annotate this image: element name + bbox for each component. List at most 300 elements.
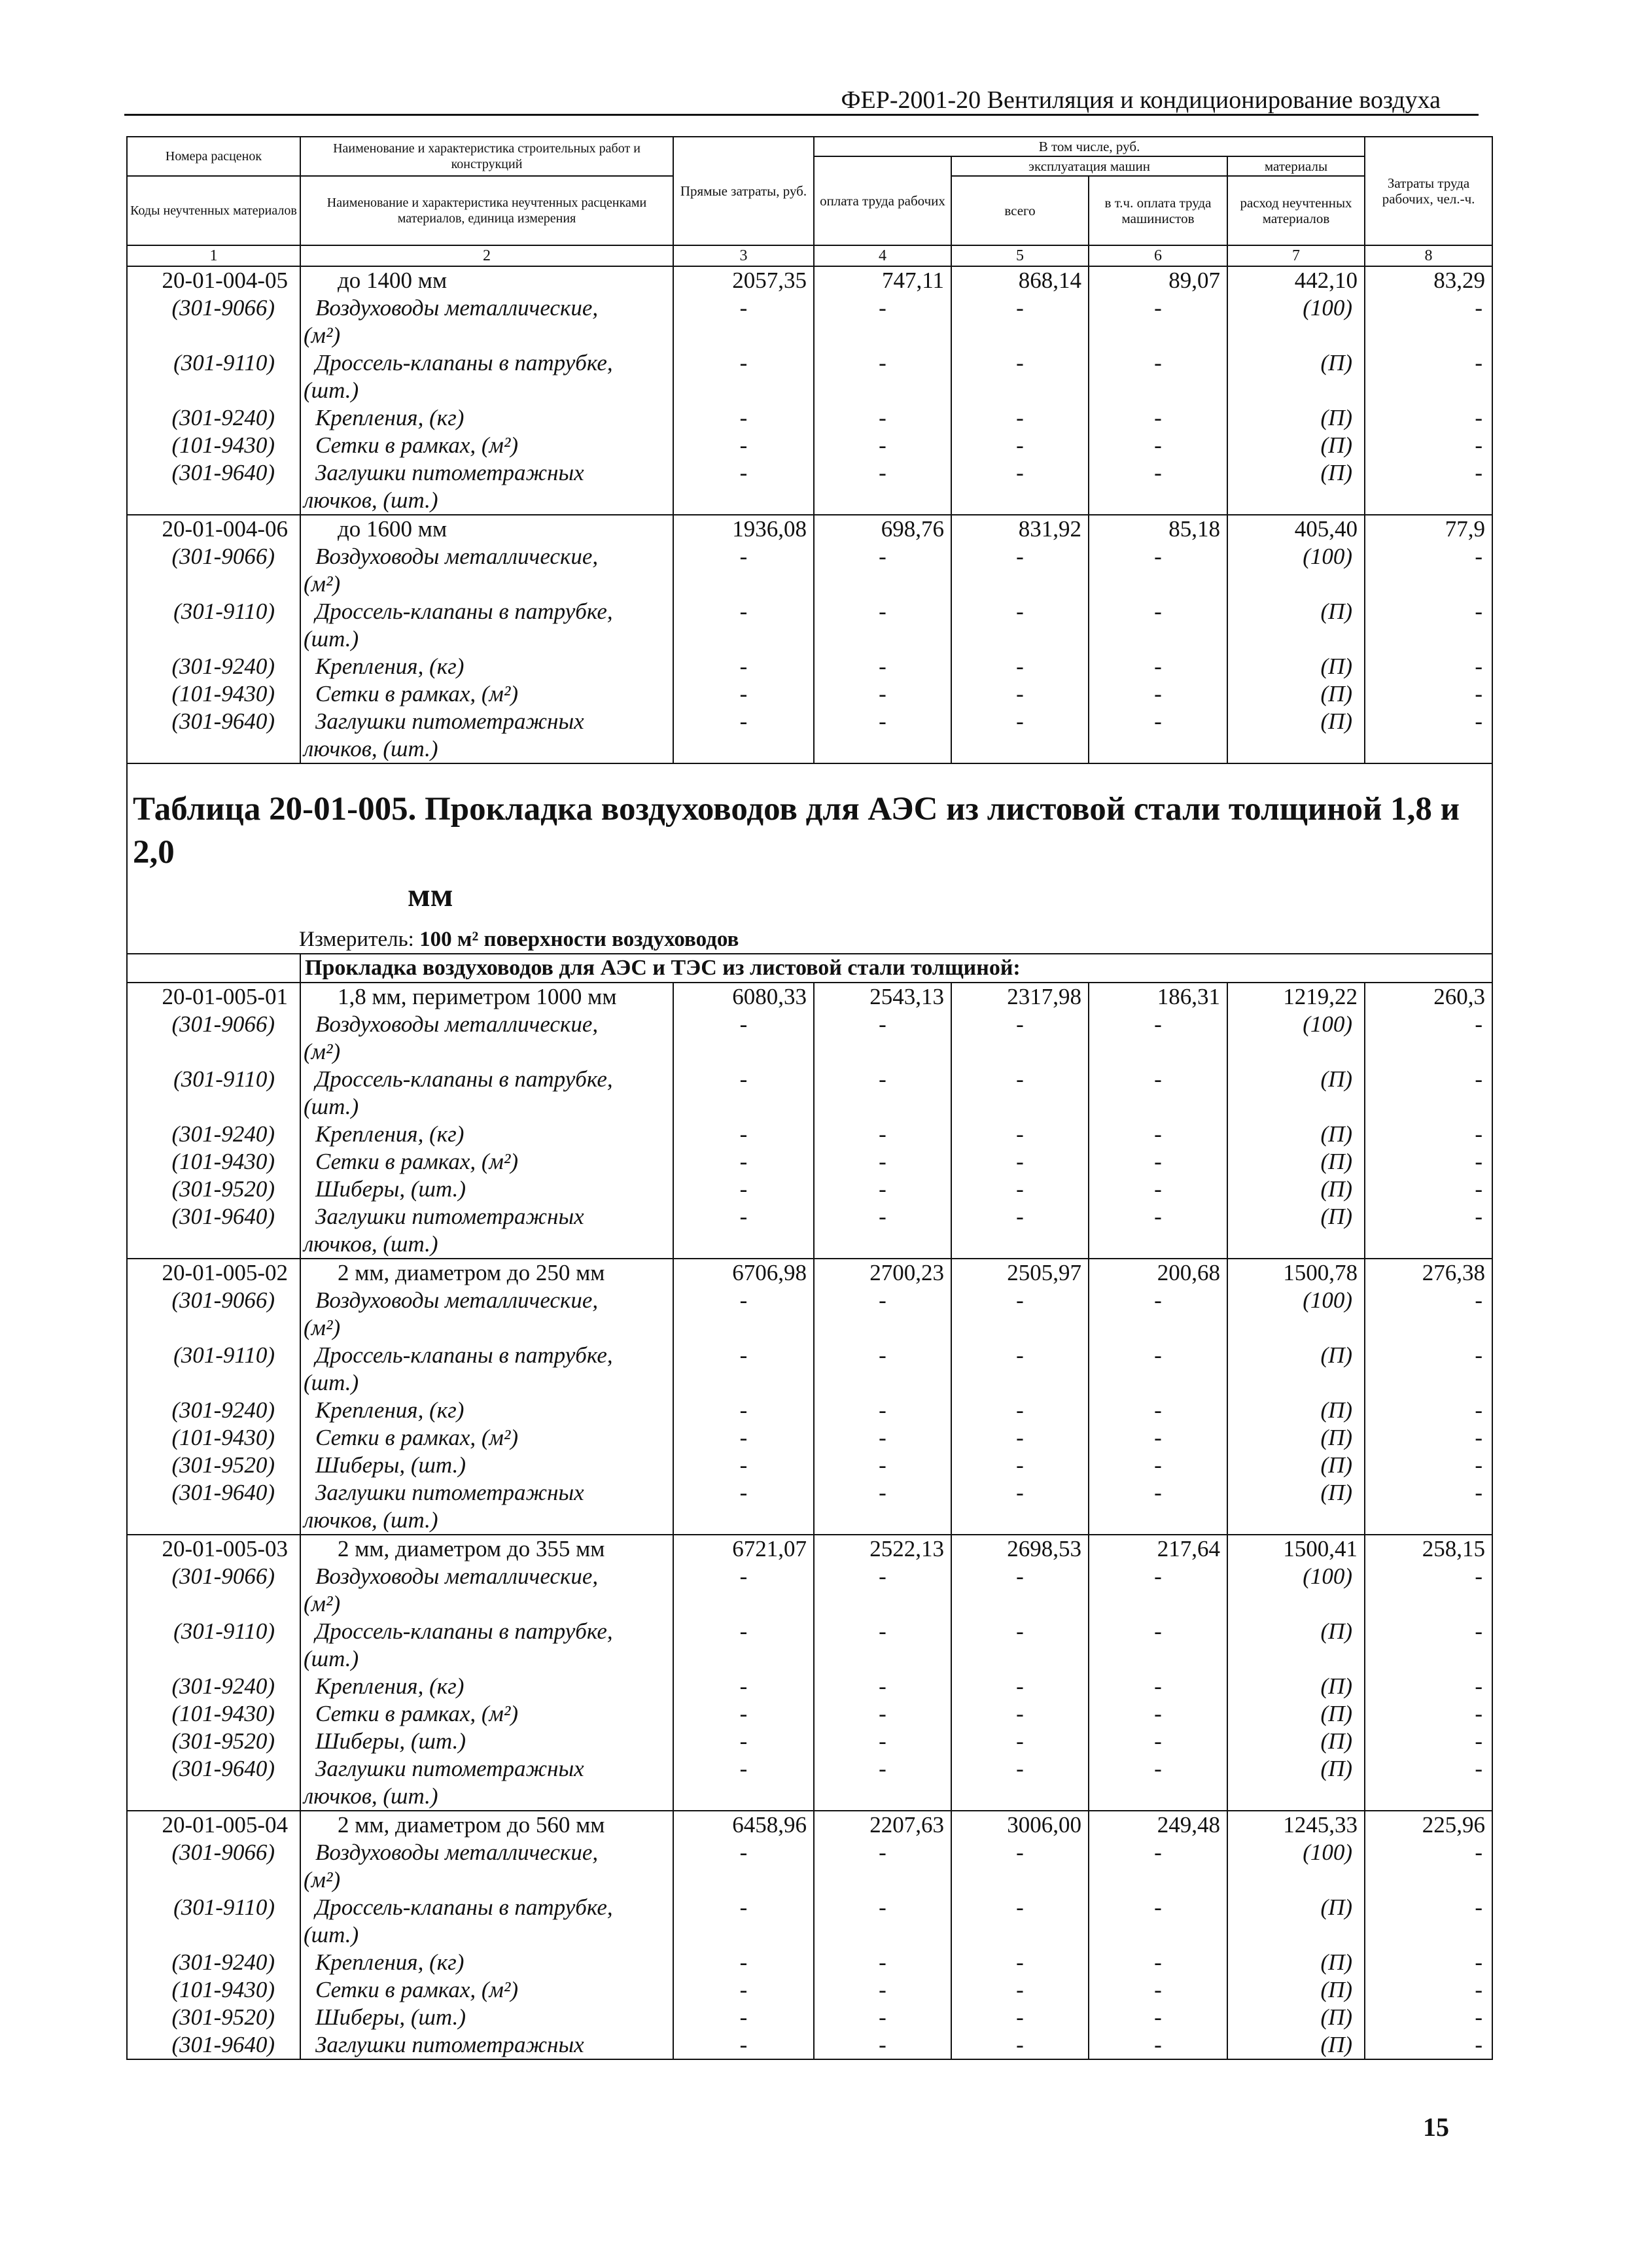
materials-cost: 1219,22 — [1227, 983, 1365, 1011]
dash: - — [1089, 653, 1227, 680]
dash: - — [1365, 2031, 1492, 2059]
dash: - — [951, 1203, 1089, 1230]
col-num: 8 — [1365, 245, 1492, 266]
col-num: 1 — [127, 245, 300, 266]
col-machines-total: всего — [951, 176, 1089, 245]
material-row-cont — [127, 1093, 1492, 1121]
material-name: Сетки в рамках, (м²) — [300, 1700, 673, 1728]
material-name: Дроссель-клапаны в патрубке, — [300, 598, 673, 625]
col-labor: Затраты труда рабочих, чел.-ч. — [1365, 137, 1492, 245]
dash: - — [673, 598, 814, 625]
material-code: (101-9430) — [127, 1424, 300, 1452]
machinists-pay: 186,31 — [1089, 983, 1227, 1011]
dash: - — [814, 680, 951, 708]
machines-total: 3006,00 — [951, 1811, 1089, 1839]
material-row — [127, 1066, 1492, 1093]
material-name: Шиберы, (шт.) — [300, 2004, 673, 2031]
material-name: Крепления, (кг) — [300, 1121, 673, 1148]
material-qty: (П) — [1227, 1673, 1365, 1700]
dash: - — [814, 1342, 951, 1369]
page-header — [124, 77, 1479, 116]
material-row — [127, 680, 1492, 708]
table-row — [127, 1811, 1492, 1839]
material-name: Крепления, (кг) — [300, 653, 673, 680]
section-title: Прокладка воздуховодов для АЭС и ТЭС из листовой стали толщиной: — [300, 954, 1492, 983]
dash: - — [814, 653, 951, 680]
col-num: 3 — [673, 245, 814, 266]
dash: - — [673, 1839, 814, 1866]
materials-cost: 1500,41 — [1227, 1535, 1365, 1563]
dash: - — [1365, 708, 1492, 735]
material-row — [127, 432, 1492, 459]
dash: - — [951, 2031, 1089, 2059]
dash: - — [673, 1700, 814, 1728]
table-title-line2: мм — [408, 877, 453, 914]
dash: - — [673, 1287, 814, 1314]
dash: - — [814, 1452, 951, 1479]
dash: - — [1365, 2004, 1492, 2031]
material-name: Заглушки питометражных — [300, 2031, 673, 2059]
direct-cost: 1936,08 — [673, 515, 814, 543]
dash: - — [673, 459, 814, 487]
labor-pay: 2522,13 — [814, 1535, 951, 1563]
material-qty: (П) — [1227, 1397, 1365, 1424]
labor-hours: 77,9 — [1365, 515, 1492, 543]
dash: - — [1365, 1728, 1492, 1755]
table-row — [127, 515, 1492, 543]
material-code: (301-9066) — [127, 1563, 300, 1590]
material-code: (301-9240) — [127, 1949, 300, 1976]
table-title — [128, 764, 1492, 920]
dash: - — [1089, 349, 1227, 377]
dash: - — [951, 1618, 1089, 1645]
material-row — [127, 1011, 1492, 1038]
dash: - — [814, 1121, 951, 1148]
material-qty: (П) — [1227, 404, 1365, 432]
material-code: (301-9066) — [127, 1839, 300, 1866]
material-name-cont: лючков, (шт.) — [300, 487, 673, 515]
material-row-cont — [127, 322, 1492, 349]
material-qty: (П) — [1227, 2004, 1365, 2031]
material-qty: (П) — [1227, 459, 1365, 487]
material-code: (301-9240) — [127, 1673, 300, 1700]
material-name-cont: (м²) — [300, 1590, 673, 1618]
material-name: Сетки в рамках, (м²) — [300, 1424, 673, 1452]
dash: - — [1089, 1673, 1227, 1700]
dash: - — [1365, 1011, 1492, 1038]
col-direct: Прямые затраты, руб. — [673, 137, 814, 245]
page-header-title: ФЕР-2001-20 Вентиляция и кондиционирование воздуха — [841, 86, 1441, 114]
material-qty: (100) — [1227, 1011, 1365, 1038]
material-name: Сетки в рамках, (м²) — [300, 1976, 673, 2004]
dash: - — [1089, 1700, 1227, 1728]
dash: - — [1089, 1287, 1227, 1314]
dash: - — [814, 1949, 951, 1976]
dash: - — [951, 1397, 1089, 1424]
material-code: (301-9110) — [127, 349, 300, 377]
material-row — [127, 2031, 1492, 2059]
dash: - — [673, 1618, 814, 1645]
material-row-cont — [127, 625, 1492, 653]
col-codes-top: Номера расценок — [127, 137, 300, 176]
material-qty: (100) — [1227, 294, 1365, 322]
dash: - — [951, 680, 1089, 708]
col-materials: материалы — [1227, 156, 1365, 176]
material-row — [127, 459, 1492, 487]
rate-code: 20-01-005-04 — [127, 1811, 300, 1839]
material-code: (301-9640) — [127, 708, 300, 735]
material-name: Дроссель-клапаны в патрубке, — [300, 349, 673, 377]
material-name-cont: (шт.) — [300, 1369, 673, 1397]
dash: - — [951, 1728, 1089, 1755]
material-name: Воздуховоды металлические, — [300, 294, 673, 322]
material-qty: (П) — [1227, 1148, 1365, 1176]
material-qty: (100) — [1227, 543, 1365, 570]
material-row — [127, 708, 1492, 735]
material-name: Заглушки питометражных — [300, 459, 673, 487]
material-name: Крепления, (кг) — [300, 1949, 673, 1976]
dash: - — [673, 2031, 814, 2059]
table-row — [127, 266, 1492, 294]
dash: - — [951, 294, 1089, 322]
labor-pay: 2543,13 — [814, 983, 951, 1011]
rate-name: 2 мм, диаметром до 355 мм — [300, 1535, 673, 1563]
dash: - — [951, 349, 1089, 377]
dash: - — [1365, 432, 1492, 459]
dash: - — [673, 1949, 814, 1976]
material-code: (301-9520) — [127, 1728, 300, 1755]
material-name: Крепления, (кг) — [300, 404, 673, 432]
material-row-cont — [127, 1369, 1492, 1397]
dash: - — [951, 598, 1089, 625]
dash: - — [1089, 1839, 1227, 1866]
dash: - — [814, 1563, 951, 1590]
col-labor-pay: оплата труда рабочих — [814, 156, 951, 245]
material-row-cont — [127, 1921, 1492, 1949]
dash: - — [1365, 1287, 1492, 1314]
material-name: Крепления, (кг) — [300, 1397, 673, 1424]
dash: - — [1089, 1424, 1227, 1452]
material-name: Сетки в рамках, (м²) — [300, 680, 673, 708]
material-qty: (П) — [1227, 1894, 1365, 1921]
dash: - — [673, 1011, 814, 1038]
material-name-cont: лючков, (шт.) — [300, 1230, 673, 1259]
dash: - — [1089, 2004, 1227, 2031]
material-row — [127, 1700, 1492, 1728]
col-name-top: Наименование и характеристика строительных работ и конструкций — [300, 137, 673, 176]
dash: - — [814, 1673, 951, 1700]
dash: - — [1365, 1342, 1492, 1369]
dash: - — [1365, 1203, 1492, 1230]
direct-cost: 6721,07 — [673, 1535, 814, 1563]
dash: - — [951, 1066, 1089, 1093]
table-row — [127, 1535, 1492, 1563]
material-code: (301-9640) — [127, 1755, 300, 1783]
dash: - — [814, 598, 951, 625]
material-qty: (П) — [1227, 1176, 1365, 1203]
materials-cost: 442,10 — [1227, 266, 1365, 294]
dash: - — [1365, 1424, 1492, 1452]
dash: - — [673, 1479, 814, 1507]
dash: - — [951, 708, 1089, 735]
rate-name: 2 мм, диаметром до 250 мм — [300, 1259, 673, 1287]
dash: - — [673, 1121, 814, 1148]
material-qty: (П) — [1227, 1949, 1365, 1976]
dash: - — [1365, 404, 1492, 432]
col-incl: В том числе, руб. — [814, 137, 1365, 156]
dash: - — [1365, 1148, 1492, 1176]
material-code: (301-9240) — [127, 1121, 300, 1148]
dash: - — [1089, 1949, 1227, 1976]
material-name: Заглушки питометражных — [300, 1203, 673, 1230]
dash: - — [673, 1424, 814, 1452]
dash: - — [814, 349, 951, 377]
material-name: Дроссель-клапаны в патрубке, — [300, 1618, 673, 1645]
dash: - — [1365, 1066, 1492, 1093]
material-qty: (П) — [1227, 1066, 1365, 1093]
dash: - — [1089, 1563, 1227, 1590]
dash: - — [673, 1673, 814, 1700]
material-name: Заглушки питометражных — [300, 1479, 673, 1507]
dash: - — [673, 1397, 814, 1424]
material-name: Дроссель-клапаны в патрубке, — [300, 1066, 673, 1093]
material-qty: (П) — [1227, 432, 1365, 459]
dash: - — [951, 543, 1089, 570]
materials-cost: 1245,33 — [1227, 1811, 1365, 1839]
dash: - — [814, 1176, 951, 1203]
dash: - — [1365, 1479, 1492, 1507]
material-row-cont — [127, 1230, 1492, 1259]
dash: - — [951, 653, 1089, 680]
machines-total: 2317,98 — [951, 983, 1089, 1011]
material-name: Шиберы, (шт.) — [300, 1728, 673, 1755]
material-name: Сетки в рамках, (м²) — [300, 1148, 673, 1176]
material-row-cont — [127, 735, 1492, 763]
material-row-cont — [127, 487, 1492, 515]
material-row — [127, 404, 1492, 432]
dash: - — [1365, 1839, 1492, 1866]
rate-name: до 1400 мм — [300, 266, 673, 294]
dash: - — [951, 459, 1089, 487]
dash: - — [1365, 1452, 1492, 1479]
material-row — [127, 653, 1492, 680]
material-row-cont — [127, 1783, 1492, 1811]
dash: - — [951, 1949, 1089, 1976]
col-machinists: в т.ч. оплата труда машинистов — [1089, 176, 1227, 245]
material-code: (101-9430) — [127, 1700, 300, 1728]
material-code: (301-9240) — [127, 653, 300, 680]
dash: - — [1089, 1342, 1227, 1369]
dash: - — [1089, 294, 1227, 322]
material-qty: (П) — [1227, 349, 1365, 377]
machines-total: 2698,53 — [951, 1535, 1089, 1563]
dash: - — [1089, 404, 1227, 432]
material-code: (301-9640) — [127, 459, 300, 487]
dash: - — [1365, 1563, 1492, 1590]
dash: - — [673, 1342, 814, 1369]
material-qty: (П) — [1227, 1755, 1365, 1783]
dash: - — [673, 1894, 814, 1921]
dash: - — [1365, 1755, 1492, 1783]
dash: - — [673, 543, 814, 570]
rates-table — [126, 136, 1493, 2060]
material-qty: (П) — [1227, 1976, 1365, 2004]
machinists-pay: 217,64 — [1089, 1535, 1227, 1563]
table-row — [127, 983, 1492, 1011]
dash: - — [1365, 294, 1492, 322]
material-code: (301-9110) — [127, 1342, 300, 1369]
material-code: (301-9066) — [127, 1011, 300, 1038]
material-row — [127, 1839, 1492, 1866]
dash: - — [951, 1342, 1089, 1369]
dash: - — [1365, 1176, 1492, 1203]
rate-code: 20-01-005-02 — [127, 1259, 300, 1287]
material-row-cont — [127, 1038, 1492, 1066]
material-name: Воздуховоды металлические, — [300, 1011, 673, 1038]
material-qty: (П) — [1227, 1121, 1365, 1148]
dash: - — [673, 1728, 814, 1755]
dash: - — [1365, 1121, 1492, 1148]
dash: - — [814, 1755, 951, 1783]
material-row — [127, 1976, 1492, 2004]
material-row-cont — [127, 1314, 1492, 1342]
dash: - — [673, 680, 814, 708]
dash: - — [1365, 1618, 1492, 1645]
dash: - — [1365, 349, 1492, 377]
material-row-cont — [127, 1590, 1492, 1618]
dash: - — [673, 1203, 814, 1230]
col-materials-use: расход неучтенных материалов — [1227, 176, 1365, 245]
material-code: (301-9066) — [127, 543, 300, 570]
dash: - — [951, 432, 1089, 459]
dash: - — [1365, 1397, 1492, 1424]
material-qty: (П) — [1227, 1203, 1365, 1230]
rate-name: 2 мм, диаметром до 560 мм — [300, 1811, 673, 1839]
dash: - — [814, 1894, 951, 1921]
dash: - — [1089, 1976, 1227, 2004]
dash: - — [951, 1563, 1089, 1590]
material-row — [127, 1287, 1492, 1314]
direct-cost: 6706,98 — [673, 1259, 814, 1287]
direct-cost: 2057,35 — [673, 266, 814, 294]
material-row — [127, 349, 1492, 377]
rate-code: 20-01-005-03 — [127, 1535, 300, 1563]
direct-cost: 6458,96 — [673, 1811, 814, 1839]
dash: - — [1365, 1949, 1492, 1976]
material-qty: (П) — [1227, 1452, 1365, 1479]
material-name-cont: (м²) — [300, 1314, 673, 1342]
material-row — [127, 1176, 1492, 1203]
material-row — [127, 1563, 1492, 1590]
dash: - — [1365, 653, 1492, 680]
material-code: (301-9110) — [127, 1618, 300, 1645]
material-qty: (100) — [1227, 1839, 1365, 1866]
dash: - — [814, 1287, 951, 1314]
materials-cost: 1500,78 — [1227, 1259, 1365, 1287]
dash: - — [1089, 543, 1227, 570]
table-title-line1: Таблица 20-01-005. Прокладка воздуховодов для АЭС из листовой стали толщиной 1,8 и 2,0 — [133, 791, 1460, 871]
machines-total: 831,92 — [951, 515, 1089, 543]
dash: - — [673, 1563, 814, 1590]
dash: - — [951, 1148, 1089, 1176]
material-name: Сетки в рамках, (м²) — [300, 432, 673, 459]
material-code: (301-9640) — [127, 2031, 300, 2059]
dash: - — [673, 432, 814, 459]
dash: - — [1365, 680, 1492, 708]
material-name-cont: (шт.) — [300, 625, 673, 653]
material-name-cont: (шт.) — [300, 1921, 673, 1949]
material-row — [127, 1452, 1492, 1479]
dash: - — [1089, 459, 1227, 487]
dash: - — [814, 1479, 951, 1507]
material-name-cont: (м²) — [300, 1038, 673, 1066]
dash: - — [1365, 1976, 1492, 2004]
dash: - — [673, 1976, 814, 2004]
dash: - — [1089, 1452, 1227, 1479]
material-row — [127, 1203, 1492, 1230]
dash: - — [1089, 708, 1227, 735]
material-row — [127, 1397, 1492, 1424]
material-row — [127, 1755, 1492, 1783]
material-name: Дроссель-клапаны в патрубке, — [300, 1342, 673, 1369]
material-name-cont: лючков, (шт.) — [300, 1783, 673, 1811]
dash: - — [814, 2031, 951, 2059]
dash: - — [814, 1618, 951, 1645]
material-qty: (П) — [1227, 708, 1365, 735]
dash: - — [814, 1011, 951, 1038]
material-name: Воздуховоды металлические, — [300, 1563, 673, 1590]
meter — [128, 920, 1492, 953]
dash: - — [1365, 1894, 1492, 1921]
material-code: (301-9640) — [127, 1203, 300, 1230]
dash: - — [814, 1203, 951, 1230]
material-row-cont — [127, 1866, 1492, 1894]
dash: - — [673, 1066, 814, 1093]
col-num: 4 — [814, 245, 951, 266]
dash: - — [814, 404, 951, 432]
material-qty: (П) — [1227, 598, 1365, 625]
rate-code: 20-01-004-06 — [127, 515, 300, 543]
dash: - — [814, 1148, 951, 1176]
material-qty: (П) — [1227, 1342, 1365, 1369]
rate-code: 20-01-004-05 — [127, 266, 300, 294]
material-row — [127, 294, 1492, 322]
table-title-row — [127, 763, 1492, 954]
dash: - — [1365, 543, 1492, 570]
dash: - — [673, 1176, 814, 1203]
dash: - — [673, 2004, 814, 2031]
material-row — [127, 1894, 1492, 1921]
col-num: 2 — [300, 245, 673, 266]
dash: - — [951, 1121, 1089, 1148]
dash: - — [814, 1728, 951, 1755]
labor-pay: 2207,63 — [814, 1811, 951, 1839]
rate-name: до 1600 мм — [300, 515, 673, 543]
material-row — [127, 1673, 1492, 1700]
col-num: 5 — [951, 245, 1089, 266]
dash: - — [1089, 680, 1227, 708]
material-code: (301-9240) — [127, 404, 300, 432]
material-name: Воздуховоды металлические, — [300, 1839, 673, 1866]
material-name: Крепления, (кг) — [300, 1673, 673, 1700]
material-code: (301-9066) — [127, 294, 300, 322]
material-row — [127, 543, 1492, 570]
material-qty: (П) — [1227, 1618, 1365, 1645]
labor-hours: 260,3 — [1365, 983, 1492, 1011]
material-name: Дроссель-клапаны в патрубке, — [300, 1894, 673, 1921]
material-row — [127, 1342, 1492, 1369]
material-row — [127, 2004, 1492, 2031]
